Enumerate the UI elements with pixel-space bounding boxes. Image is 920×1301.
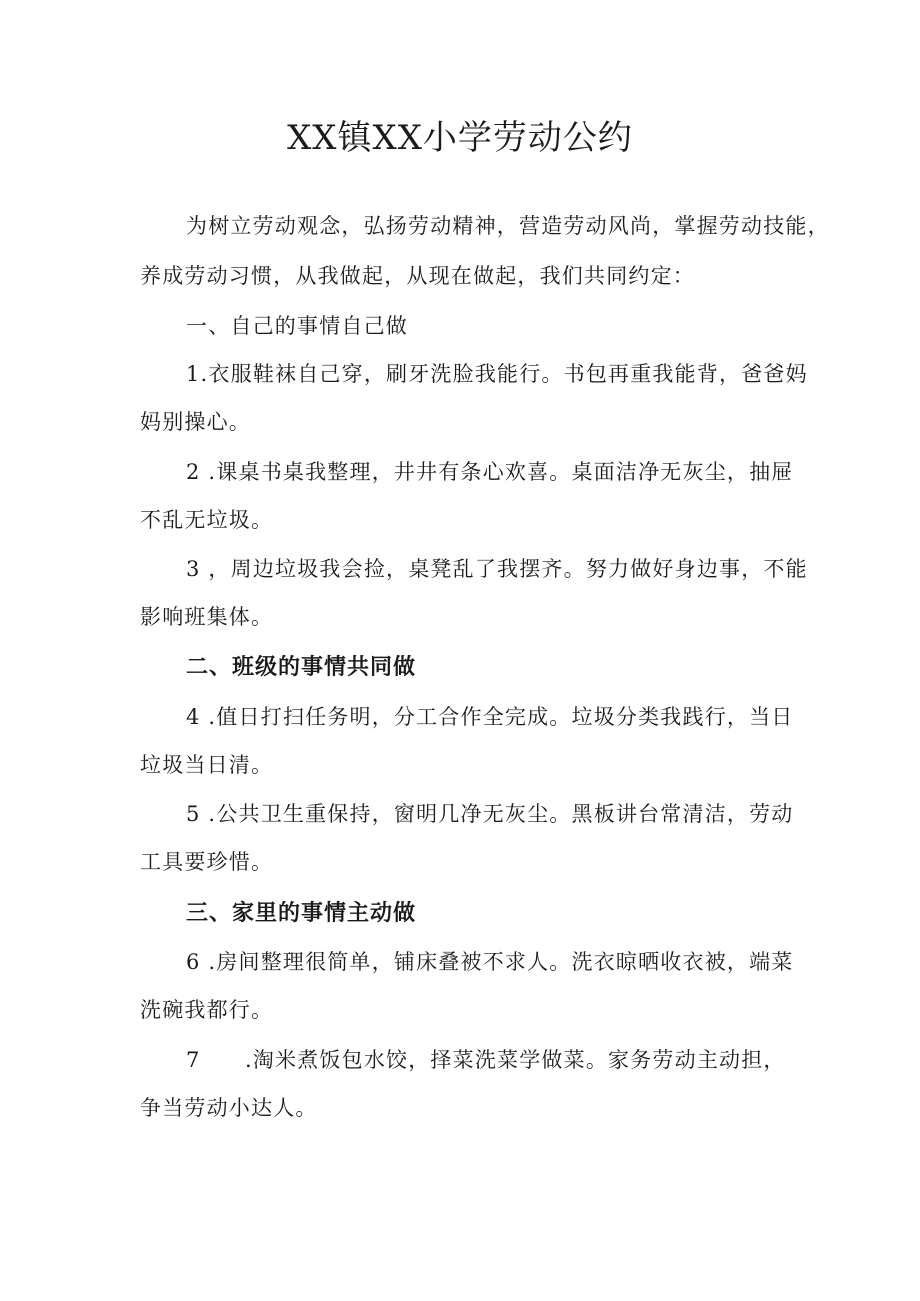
intro-line-1: 为树立劳动观念，弘扬劳动精神，营造劳动风尚，掌握劳动技能， bbox=[186, 214, 830, 238]
item-4-line-2: 垃圾当日清。 bbox=[140, 753, 274, 777]
item-2-line-2: 不乱无垃圾。 bbox=[140, 508, 274, 532]
section-1-heading: 一、自己的事情自己做 bbox=[186, 314, 408, 338]
section-2-heading: 二、班级的事情共同做 bbox=[186, 655, 417, 680]
item-6-line-2: 洗碗我都行。 bbox=[140, 998, 274, 1022]
item-4-line-1: 4 .值日打扫任务明，分工合作全完成。垃圾分类我践行，当日 bbox=[186, 705, 794, 729]
item-5-line-1: 5 .公共卫生重保持，窗明几净无灰尘。黑板讲台常清洁，劳动 bbox=[186, 802, 794, 826]
item-6-line-1: 6 .房间整理很简单，铺床叠被不求人。洗衣晾晒收衣被，端菜 bbox=[186, 950, 794, 974]
item-3-line-2: 影响班集体。 bbox=[140, 605, 274, 629]
item-1-line-1: 1.衣服鞋袜自己穿，刷牙洗脸我能行。书包再重我能背，爸爸妈 bbox=[186, 362, 808, 386]
document-title: XX镇XX小学劳动公约 bbox=[287, 118, 633, 158]
section-3-heading: 三、家里的事情主动做 bbox=[186, 901, 417, 926]
item-7-line-2: 争当劳动小达人。 bbox=[140, 1096, 318, 1120]
item-5-line-2: 工具要珍惜。 bbox=[140, 850, 274, 874]
item-3-line-1: 3 ，周边垃圾我会捡，桌凳乱了我摆齐。努力做好身边事，不能 bbox=[186, 557, 808, 581]
item-7-line-1: 7 .淘米煮饭包水饺，择菜洗菜学做菜。家务劳动主动担， bbox=[186, 1048, 786, 1072]
item-1-line-2: 妈别操心。 bbox=[140, 410, 251, 434]
item-2-line-1: 2 .课桌书桌我整理，井井有条心欢喜。桌面洁净无灰尘，抽屉 bbox=[186, 460, 794, 484]
intro-line-2: 养成劳动习惯，从我做起，从现在做起，我们共同约定： bbox=[140, 264, 695, 288]
